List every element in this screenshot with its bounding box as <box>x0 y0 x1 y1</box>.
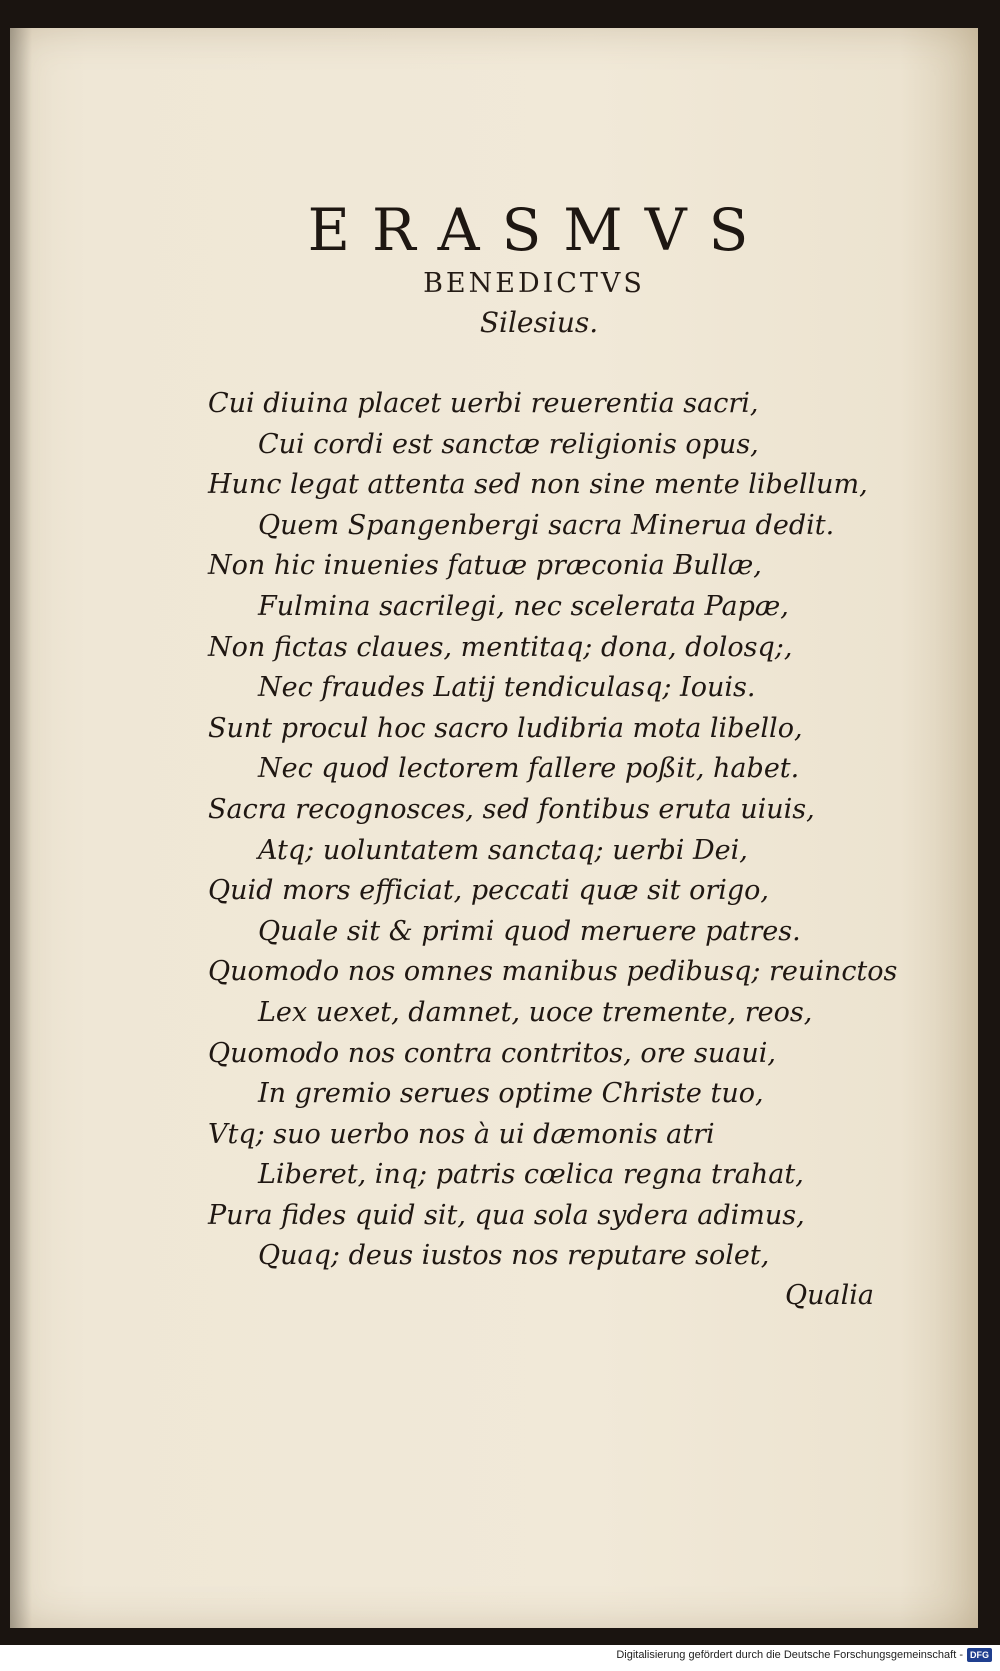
poem-line: Sunt procul hoc sacro ludibria mota libello, <box>208 712 803 744</box>
poem-line: Nec fraudes Latij tendiculasq; Iouis. <box>258 672 756 704</box>
poem-line: Lex uexet, damnet, uoce tremente, reos, <box>258 996 813 1028</box>
poem-line: Cui diuina placet uerbi reuerentia sacri, <box>208 388 759 419</box>
poem-line: In gremio serues optime Christe tuo, <box>258 1078 764 1110</box>
book-page <box>10 28 978 1628</box>
poem-line: Hunc legat attenta sed non sine mente libellum, <box>208 469 868 501</box>
poem-line: Quaq; deus iustos nos reputare solet, <box>258 1240 770 1272</box>
footer-text: Digitalisierung gefördert durch die Deutsche Forschungsgemeinschaft - <box>616 1649 963 1661</box>
page-title: ERASMVS <box>307 196 771 264</box>
poem-line: Quomodo nos contra contritos, ore suaui, <box>208 1037 777 1069</box>
poem-line: Cui cordi est sanctæ religionis opus, <box>258 428 759 460</box>
catchword: Qualia <box>785 1280 874 1311</box>
digitization-footer <box>616 1645 992 1665</box>
poem-line: Quem Spangenbergi sacra Minerua dedit. <box>258 509 835 541</box>
poem-text <box>208 384 908 1277</box>
poem-line: Fulmina sacrilegi, nec scelerata Papæ, <box>258 590 789 622</box>
poem-line: Liberet, inq; patris cœlica regna trahat, <box>258 1159 804 1191</box>
dfg-logo: DFG <box>967 1648 992 1662</box>
page-subtitle-origin: Silesius. <box>479 306 599 339</box>
poem-line: Pura fides quid sit, qua sola sydera adimus, <box>208 1199 805 1231</box>
poem-line: Quomodo nos omnes manibus pedibusq; reuinctos <box>208 956 898 988</box>
poem-line: Atq; uoluntatem sanctaq; uerbi Dei, <box>258 834 748 866</box>
poem-line: Non hic inuenies fatuæ præconia Bullæ, <box>208 550 762 582</box>
poem-line: Sacra recognosces, sed fontibus eruta uiuis, <box>208 793 815 825</box>
poem-line: Vtq; suo uerbo nos à ui dæmonis atri <box>208 1118 715 1150</box>
poem-line: Nec quod lectorem fallere poßit, habet. <box>258 753 800 785</box>
poem-line: Quale sit & primi quod meruere patres. <box>258 915 801 947</box>
poem-line: Quid mors efficiat, peccati quæ sit origo, <box>208 875 769 907</box>
poem-line: Non fictas claues, mentitaq; dona, dolosq;, <box>208 631 793 663</box>
page-subtitle: BENEDICTVS <box>423 268 645 299</box>
